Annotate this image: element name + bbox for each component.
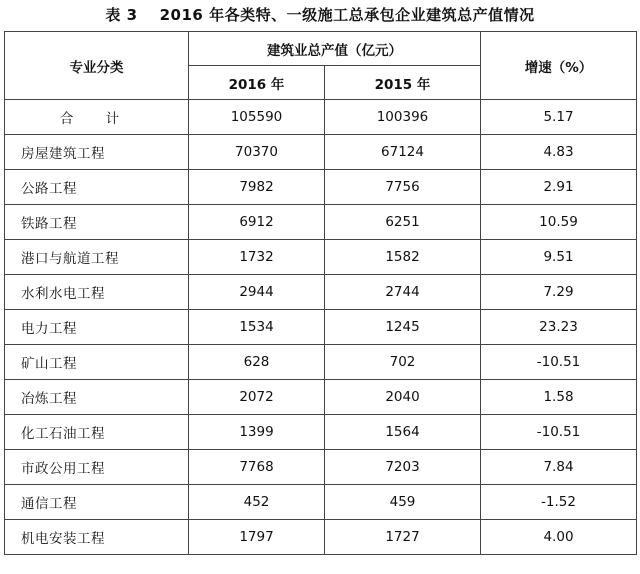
table-title	[0, 4, 640, 25]
output-value-table	[4, 31, 637, 555]
row-category: 化工石油工程	[5, 415, 189, 450]
table-row	[5, 450, 637, 485]
row-category: 水利水电工程	[5, 275, 189, 310]
cell-growth-value: 23.23	[481, 310, 637, 345]
cell-growth-value: 7.84	[481, 450, 637, 485]
table-row	[5, 100, 637, 135]
table-row	[5, 240, 637, 275]
cell-2016-value: 7982	[189, 170, 325, 205]
header-growth: 增速（%）	[481, 32, 637, 100]
cell-2015-value: 1582	[325, 240, 481, 275]
table-row	[5, 135, 637, 170]
cell-2016-value: 7768	[189, 450, 325, 485]
cell-growth-value: -10.51	[481, 415, 637, 450]
cell-2015-value: 1245	[325, 310, 481, 345]
row-category: 冶炼工程	[5, 380, 189, 415]
header-year-2016: 2016 年	[189, 66, 325, 100]
cell-growth-value: 4.00	[481, 520, 637, 555]
cell-2016-value: 2944	[189, 275, 325, 310]
table-row	[5, 345, 637, 380]
cell-2015-value: 2744	[325, 275, 481, 310]
cell-2016-value: 1399	[189, 415, 325, 450]
cell-growth-value: 4.83	[481, 135, 637, 170]
row-category: 港口与航道工程	[5, 240, 189, 275]
cell-2016-value: 1534	[189, 310, 325, 345]
cell-2016-value: 1732	[189, 240, 325, 275]
table-body	[5, 100, 637, 555]
table-row	[5, 170, 637, 205]
cell-2015-value: 100396	[325, 100, 481, 135]
cell-growth-value: -1.52	[481, 485, 637, 520]
cell-2016-value: 70370	[189, 135, 325, 170]
cell-2015-value: 7203	[325, 450, 481, 485]
row-category: 矿山工程	[5, 345, 189, 380]
header-output-group: 建筑业总产值（亿元）	[189, 32, 481, 66]
table-row	[5, 520, 637, 555]
table-row	[5, 485, 637, 520]
cell-2015-value: 6251	[325, 205, 481, 240]
cell-2016-value: 628	[189, 345, 325, 380]
header-year-2015: 2015 年	[325, 66, 481, 100]
cell-2015-value: 67124	[325, 135, 481, 170]
cell-growth-value: 1.58	[481, 380, 637, 415]
table-row	[5, 310, 637, 345]
row-category: 铁路工程	[5, 205, 189, 240]
row-category: 电力工程	[5, 310, 189, 345]
table-header-row	[5, 32, 637, 66]
row-category: 市政公用工程	[5, 450, 189, 485]
cell-growth-value: -10.51	[481, 345, 637, 380]
cell-2015-value: 1564	[325, 415, 481, 450]
cell-growth-value: 10.59	[481, 205, 637, 240]
cell-2015-value: 459	[325, 485, 481, 520]
cell-2016-value: 2072	[189, 380, 325, 415]
cell-growth-value: 9.51	[481, 240, 637, 275]
cell-growth-value: 5.17	[481, 100, 637, 135]
table-row	[5, 380, 637, 415]
row-category: 公路工程	[5, 170, 189, 205]
cell-2015-value: 1727	[325, 520, 481, 555]
table-row	[5, 275, 637, 310]
cell-growth-value: 7.29	[481, 275, 637, 310]
cell-2015-value: 7756	[325, 170, 481, 205]
cell-2015-value: 702	[325, 345, 481, 380]
row-category: 通信工程	[5, 485, 189, 520]
cell-2015-value: 2040	[325, 380, 481, 415]
row-category: 房屋建筑工程	[5, 135, 189, 170]
row-category: 机电安装工程	[5, 520, 189, 555]
table-caption: 2016 年各类特、一级施工总承包企业建筑总产值情况	[159, 6, 535, 24]
cell-2016-value: 6912	[189, 205, 325, 240]
table-row	[5, 205, 637, 240]
cell-2016-value: 452	[189, 485, 325, 520]
header-category: 专业分类	[5, 32, 189, 100]
row-category: 合 计	[5, 100, 189, 135]
cell-2016-value: 1797	[189, 520, 325, 555]
cell-2016-value: 105590	[189, 100, 325, 135]
table-number: 表 3	[105, 6, 138, 24]
cell-growth-value: 2.91	[481, 170, 637, 205]
table-row	[5, 415, 637, 450]
